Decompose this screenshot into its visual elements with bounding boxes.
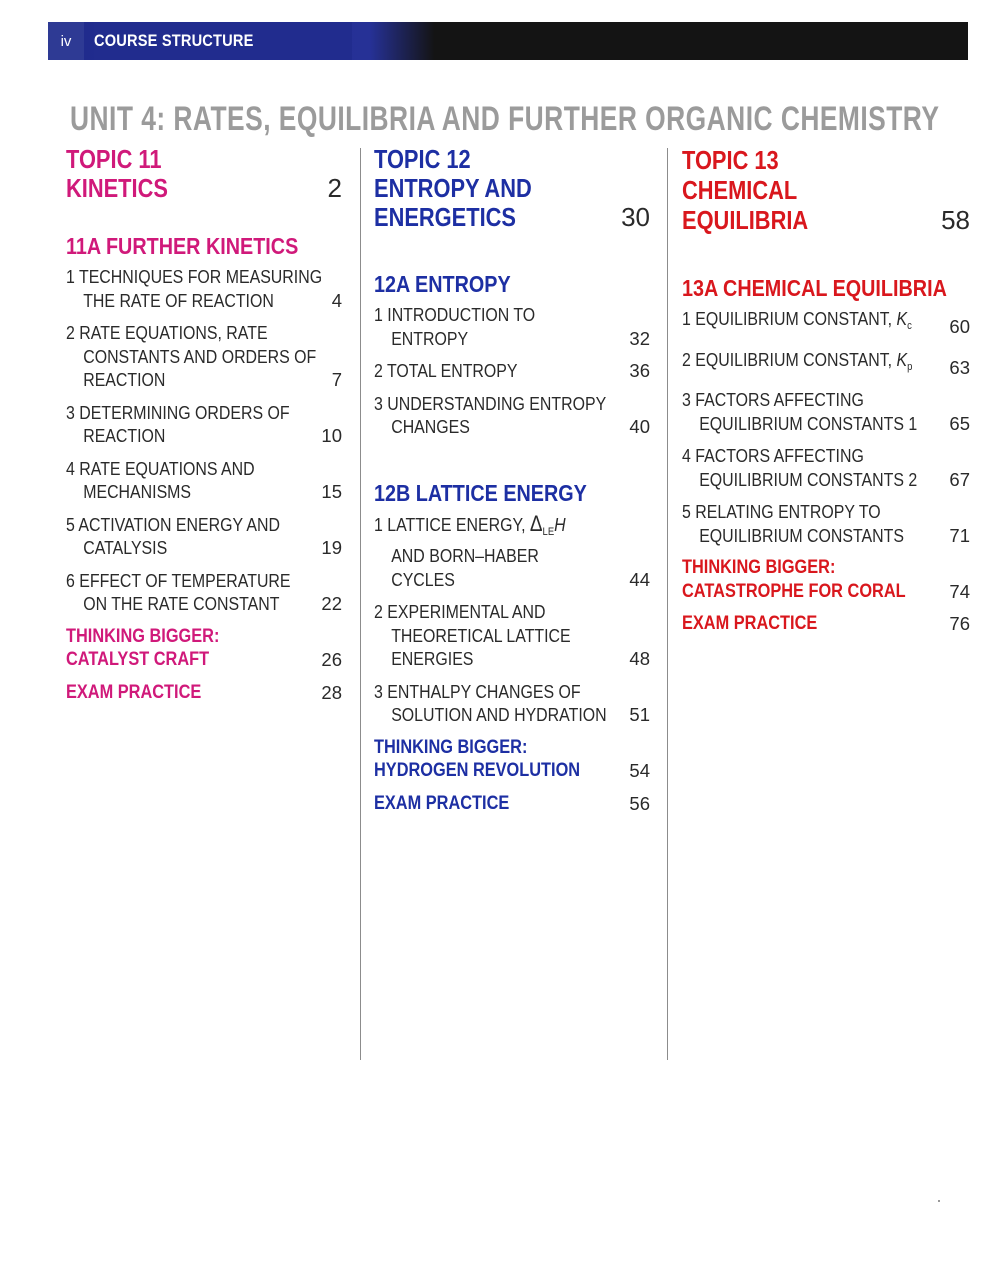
thinking-bigger-title: HYDROGEN REVOLUTION: [374, 760, 581, 781]
entry-page: 44: [629, 568, 650, 590]
entry-page: 32: [629, 327, 650, 349]
entry-line: EQUILIBRIUM CONSTANTS: [699, 524, 904, 546]
entry-line-text: 1 EQUILIBRIUM CONSTANT,: [682, 308, 897, 329]
entry-page: 36: [629, 360, 650, 381]
thinking-bigger-title: CATALYST CRAFT: [66, 649, 210, 670]
entry-page: 19: [321, 537, 342, 558]
page-number: iv: [48, 22, 84, 60]
entry-line: CATALYSIS: [83, 537, 168, 558]
variable: H: [554, 513, 566, 535]
topic-12-name: ENERGETICS: [374, 202, 516, 232]
topic-11-name: KINETICS: [66, 173, 168, 203]
entry-page: 51: [629, 704, 650, 725]
entry-line: 4 FACTORS AFFECTING: [682, 445, 864, 466]
entry-page: 63: [949, 356, 970, 378]
entry-page: 28: [321, 681, 342, 703]
entry-line: REACTION: [83, 425, 166, 446]
toc-entry[interactable]: [682, 388, 970, 435]
exam-practice-label: EXAM PRACTICE: [682, 613, 818, 634]
entry-line: EQUILIBRIUM CONSTANTS 2: [699, 468, 918, 490]
entry-line: [374, 512, 611, 545]
delta-symbol: Δ: [529, 510, 543, 536]
topic-13-heading: [682, 145, 970, 235]
entry-line: [682, 348, 930, 380]
thinking-bigger-label: THINKING BIGGER:: [374, 736, 528, 758]
entry-page: 60: [949, 316, 970, 337]
thinking-bigger-entry[interactable]: [374, 736, 650, 783]
subscript: p: [907, 360, 913, 373]
topic-11-column: [66, 145, 342, 704]
entry-page: 54: [629, 760, 650, 781]
entry-page: 76: [949, 613, 970, 634]
toc-entry[interactable]: [66, 569, 342, 616]
exam-practice-entry[interactable]: [682, 612, 970, 636]
entry-page: 67: [949, 468, 970, 490]
variable: K: [896, 308, 908, 329]
entry-line: 2 EXPERIMENTAL AND: [374, 601, 546, 622]
entry-line: ON THE RATE CONSTANT: [83, 593, 280, 614]
entry-page: 74: [949, 580, 970, 602]
entry-line: 5 ACTIVATION ENERGY AND: [66, 513, 280, 535]
toc-entry[interactable]: [66, 513, 342, 560]
entry-line: CONSTANTS AND ORDERS OF: [83, 345, 317, 367]
subtopic-13a-heading: 13A CHEMICAL EQUILIBRIA: [682, 275, 947, 301]
toc-entry[interactable]: [374, 600, 650, 671]
toc-entry[interactable]: [374, 303, 650, 350]
entry-line: ENTROPY: [391, 327, 469, 349]
topic-11-heading: [66, 145, 342, 203]
variable: K: [896, 348, 908, 370]
entry-line: 1 INTRODUCTION TO: [374, 304, 536, 325]
exam-practice-entry[interactable]: [66, 681, 342, 705]
entry-line: 6 EFFECT OF TEMPERATURE: [66, 569, 291, 591]
subscript: c: [907, 320, 912, 332]
exam-practice-label: EXAM PRACTICE: [66, 681, 202, 703]
topic-11-page: 2: [327, 173, 342, 203]
topic-13-name: EQUILIBRIA: [682, 205, 809, 235]
topic-12-label: TOPIC 12: [374, 144, 471, 174]
thinking-bigger-title: CATASTROPHE FOR CORAL: [682, 580, 906, 602]
exam-practice-label: EXAM PRACTICE: [374, 792, 510, 814]
entry-page: 26: [321, 649, 342, 670]
entry-page: 65: [949, 412, 970, 434]
toc-entry[interactable]: [66, 457, 342, 504]
topic-12-name: ENTROPY AND: [374, 173, 532, 203]
section-title-text: COURSE STRUCTURE: [94, 31, 254, 50]
topic-12-column: [374, 145, 650, 815]
entry-line: 1 TECHNIQUES FOR MEASURING: [66, 266, 323, 287]
entry-line: CHANGES: [391, 416, 470, 437]
entry-line: [682, 307, 930, 339]
toc-entry[interactable]: [66, 321, 342, 392]
toc-entry[interactable]: [682, 444, 970, 491]
toc-entry[interactable]: [66, 265, 342, 312]
topic-13-column: [682, 145, 970, 636]
topic-13-name: CHEMICAL: [682, 175, 798, 205]
toc-entry[interactable]: [682, 307, 970, 339]
exam-practice-entry[interactable]: [374, 792, 650, 816]
entry-page: 56: [629, 792, 650, 814]
entry-line: 2 RATE EQUATIONS, RATE: [66, 322, 268, 343]
entry-line: 3 DETERMINING ORDERS OF: [66, 401, 290, 423]
topic-13-label: TOPIC 13: [682, 145, 779, 175]
topic-12-heading: [374, 145, 650, 232]
subtopic-12a-heading: 12A ENTROPY: [374, 271, 511, 297]
entry-page: 10: [321, 425, 342, 446]
toc-entry[interactable]: [682, 348, 970, 380]
entry-line: 2 TOTAL ENTROPY: [374, 360, 518, 381]
section-title: [94, 22, 352, 60]
entry-line: ENERGIES: [391, 648, 474, 669]
entry-page: 15: [321, 481, 342, 502]
entry-page: 48: [629, 648, 650, 669]
entry-line-text: 2 EQUILIBRIUM CONSTANT,: [682, 348, 897, 370]
entry-line: SOLUTION AND HYDRATION: [391, 704, 607, 725]
unit-title: UNIT 4: RATES, EQUILIBRIA AND FURTHER ORGANIC CHEMISTRY: [70, 100, 940, 138]
toc-entry[interactable]: [374, 392, 650, 439]
entry-line: AND BORN–HABER: [391, 545, 539, 566]
subtopic-11a-heading: 11A FURTHER KINETICS: [66, 233, 299, 259]
entry-line: 3 ENTHALPY CHANGES OF: [374, 680, 581, 702]
subtopic-12b-heading: 12B LATTICE ENERGY: [374, 479, 587, 506]
entry-line: CYCLES: [391, 568, 455, 590]
entry-page: 71: [949, 524, 970, 546]
entry-line: REACTION: [83, 369, 166, 390]
entry-page: 7: [331, 369, 342, 390]
thinking-bigger-entry[interactable]: [682, 556, 970, 603]
entry-line: 3 FACTORS AFFECTING: [682, 389, 864, 410]
toc-entry[interactable]: [66, 401, 342, 448]
subscript: LE: [542, 525, 555, 538]
entry-line: THE RATE OF REACTION: [83, 289, 274, 311]
column-divider: [667, 148, 668, 1060]
entry-page: 22: [321, 593, 342, 614]
entry-line: MECHANISMS: [83, 481, 192, 502]
entry-line: THEORETICAL LATTICE: [391, 624, 571, 646]
toc-entry[interactable]: [374, 512, 650, 592]
toc-entry[interactable]: [374, 680, 650, 727]
topic-13-page: 58: [941, 205, 970, 235]
toc-entry[interactable]: [374, 359, 650, 383]
topic-12-page: 30: [621, 202, 650, 232]
entry-page: 4: [331, 289, 342, 311]
entry-line: EQUILIBRIUM CONSTANTS 1: [699, 412, 918, 434]
column-divider: [360, 148, 361, 1060]
entry-line: 3 UNDERSTANDING ENTROPY: [374, 392, 607, 414]
entry-line: 4 RATE EQUATIONS AND: [66, 457, 255, 479]
entry-line: 5 RELATING ENTROPY TO: [682, 501, 881, 522]
thinking-bigger-label: THINKING BIGGER:: [682, 557, 836, 578]
entry-page: 40: [629, 416, 650, 437]
topic-11-label: TOPIC 11: [66, 144, 162, 174]
thinking-bigger-label: THINKING BIGGER:: [66, 625, 220, 647]
thinking-bigger-entry[interactable]: [66, 625, 342, 672]
toc-entry[interactable]: [682, 500, 970, 547]
entry-line-text: 1 LATTICE ENERGY,: [374, 513, 530, 535]
scan-speck: [938, 1200, 940, 1202]
